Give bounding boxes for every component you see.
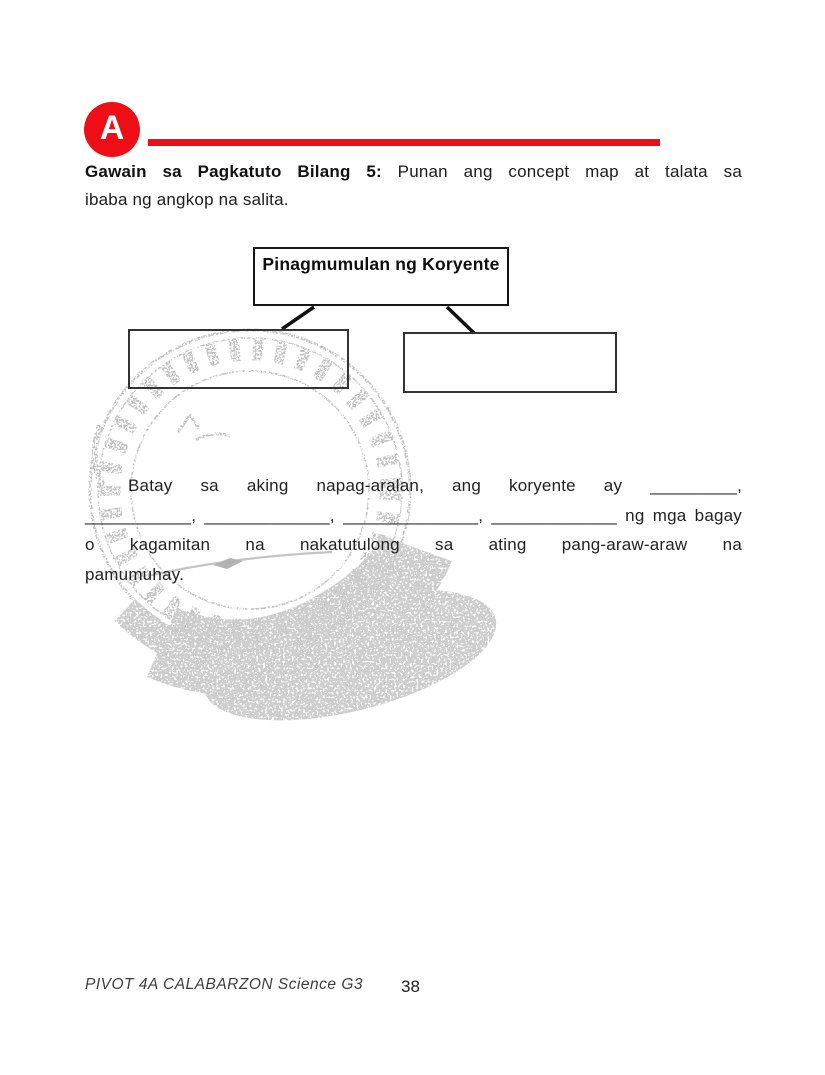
instruction-line-2: ibaba ng angkop na salita. xyxy=(85,190,289,209)
concept-map-root-label: Pinagmumulan ng Koryente xyxy=(262,254,500,274)
fill-in-paragraph xyxy=(85,471,742,589)
instruction-rest: Punan ang concept map at talata sa xyxy=(397,162,742,181)
concept-map-child-box-left xyxy=(128,329,349,389)
paragraph-line-1: Batay sa aking napag-aralan, ang koryente ay _________, xyxy=(128,476,742,495)
instruction-line-1 xyxy=(85,158,742,186)
instruction-text xyxy=(85,158,742,214)
paragraph-line-4: pamumuhay. xyxy=(85,564,185,584)
section-letter: A xyxy=(99,109,125,147)
section-divider-line xyxy=(148,139,660,146)
section-marker-badge xyxy=(84,102,140,157)
instruction-bold-label: Gawain sa Pagkatuto Bilang 5: xyxy=(85,162,382,181)
paragraph-line-2: ___________, _____________, ______________, _____________ ng mga bagay xyxy=(85,505,742,525)
concept-map-child-box-right xyxy=(403,332,617,393)
concept-map-root-box xyxy=(253,247,509,306)
footer-page-number: 38 xyxy=(401,977,420,996)
paragraph-line-3: o kagamitan na nakatutulong sa ating pang-araw-araw na xyxy=(85,535,742,554)
footer-source: PIVOT 4A CALABARZON Science G3 xyxy=(85,976,364,993)
